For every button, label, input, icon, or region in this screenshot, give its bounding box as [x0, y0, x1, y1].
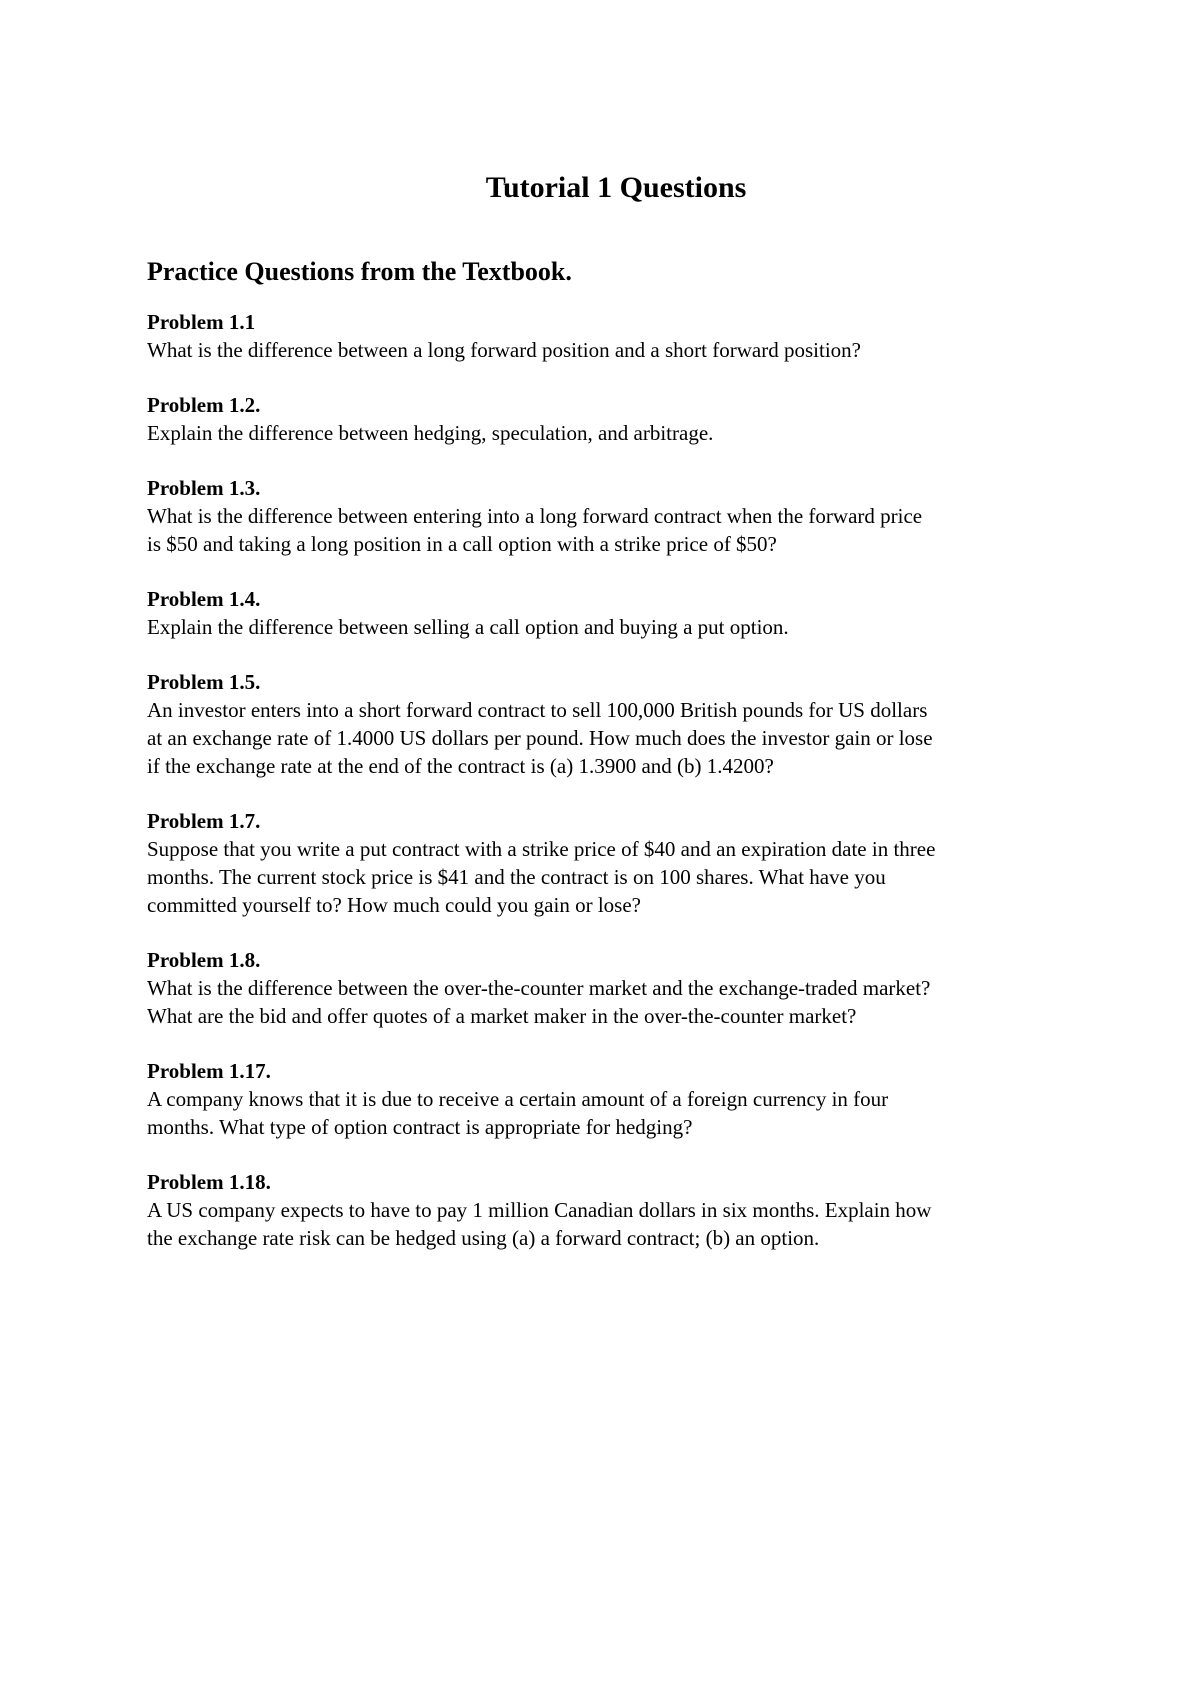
problem-text-line: months. What type of option contract is appropriate for hedging? [147, 1115, 693, 1139]
problem-text-line: A company knows that it is due to receive a certain amount of a foreign currency in four [147, 1087, 889, 1111]
problem-item [147, 585, 1067, 641]
problem-label: Problem 1.4. [147, 587, 261, 611]
problem-text-line: What are the bid and offer quotes of a market maker in the over-the-counter market? [147, 1004, 857, 1028]
section-heading: Practice Questions from the Textbook. [147, 257, 572, 286]
problem-text-line: Explain the difference between hedging, speculation, and arbitrage. [147, 421, 714, 445]
problem-label: Problem 1.18. [147, 1170, 271, 1194]
problem-label: Problem 1.5. [147, 670, 261, 694]
problem-label: Problem 1.3. [147, 476, 261, 500]
problem-text-line: What is the difference between the over-the-counter market and the exchange-traded market? [147, 976, 931, 1000]
problem-text-line: committed yourself to? How much could you gain or lose? [147, 893, 641, 917]
document-page [147, 170, 1067, 1279]
problem-item [147, 807, 1067, 919]
document-title: Tutorial 1 Questions [485, 171, 747, 204]
problem-item [147, 1057, 1067, 1141]
problem-text-line: An investor enters into a short forward contract to sell 100,000 British pounds for US dollars [147, 698, 928, 722]
problem-label: Problem 1.7. [147, 809, 261, 833]
problem-text-line: A US company expects to have to pay 1 million Canadian dollars in six months. Explain how [147, 1198, 932, 1222]
problem-item [147, 668, 1067, 780]
problem-label: Problem 1.1 [147, 310, 256, 334]
problem-item [147, 308, 1067, 364]
problem-list [147, 308, 1067, 1252]
problem-text-line: the exchange rate risk can be hedged using (a) a forward contract; (b) an option. [147, 1226, 820, 1250]
problem-item [147, 1168, 1067, 1252]
problem-label: Problem 1.17. [147, 1059, 271, 1083]
problem-label: Problem 1.2. [147, 393, 261, 417]
problem-text-line: if the exchange rate at the end of the contract is (a) 1.3900 and (b) 1.4200? [147, 754, 774, 778]
problem-text-line: months. The current stock price is $41 and the contract is on 100 shares. What have you [147, 865, 886, 889]
problem-item [147, 474, 1067, 558]
problem-text-line: Suppose that you write a put contract with a strike price of $40 and an expiration date in three [147, 837, 936, 861]
problem-text-line: What is the difference between entering into a long forward contract when the forward price [147, 504, 923, 528]
problem-item [147, 391, 1067, 447]
problem-text-line: at an exchange rate of 1.4000 US dollars per pound. How much does the investor gain or lose [147, 726, 933, 750]
problem-text-line: What is the difference between a long forward position and a short forward position? [147, 338, 861, 362]
problem-text-line: Explain the difference between selling a call option and buying a put option. [147, 615, 789, 639]
problem-text-line: is $50 and taking a long position in a call option with a strike price of $50? [147, 532, 777, 556]
problem-item [147, 946, 1067, 1030]
problem-label: Problem 1.8. [147, 948, 261, 972]
